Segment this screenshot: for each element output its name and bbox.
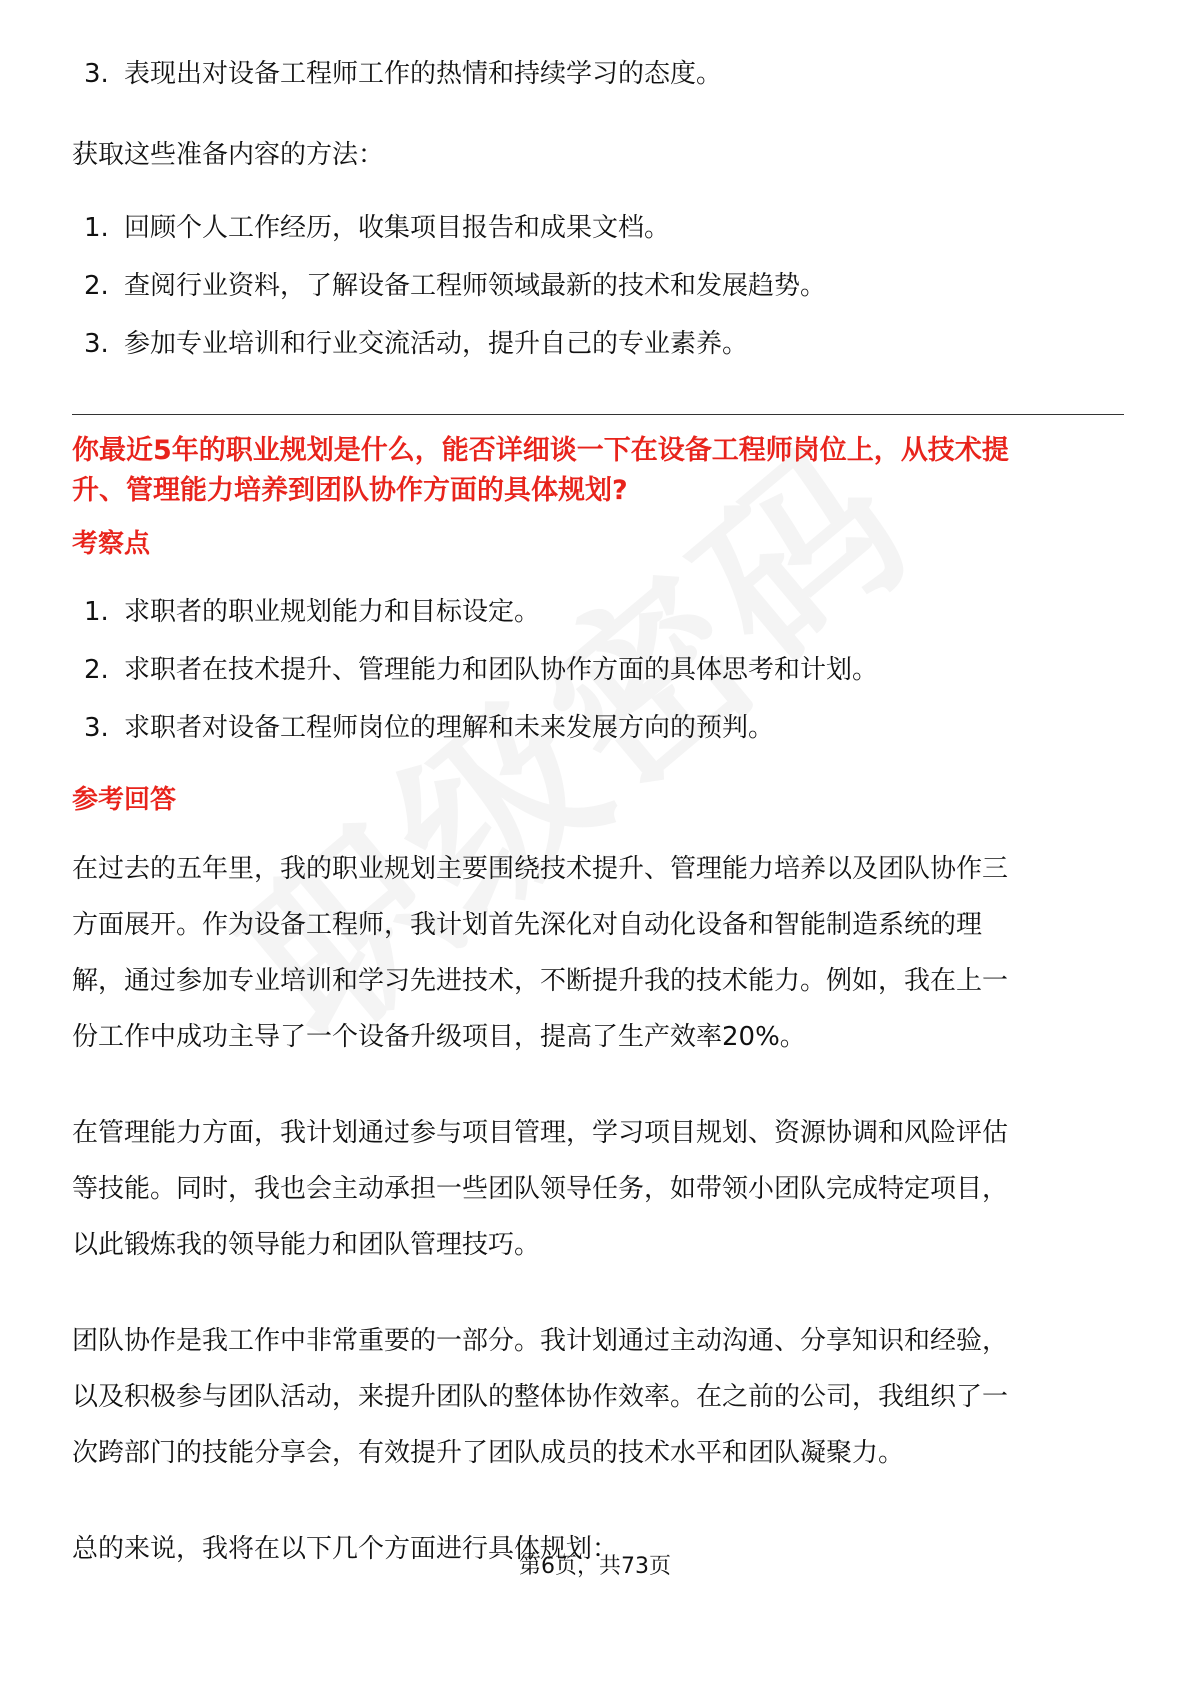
list-text: 求职者的职业规划能力和目标设定。 <box>124 597 541 627</box>
paragraph-line: 在过去的五年里，我的职业规划主要围绕技术提升、管理能力培养以及团队协作三 <box>72 854 1009 884</box>
paragraph-line: 总的来说，我将在以下几个方面进行具体规划： <box>72 1534 619 1564</box>
paragraph-line: 团队协作是我工作中非常重要的一部分。我计划通过主动沟通、分享知识和经验， <box>72 1326 1009 1356</box>
question-line: 你最近5年的职业规划是什么，能否详细谈一下在设备工程师岗位上，从技术提 <box>72 435 1009 466</box>
list-number: 3. <box>84 329 109 359</box>
list-text: 查阅行业资料，了解设备工程师领域最新的技术和发展趋势。 <box>124 271 827 301</box>
paragraph-line: 在管理能力方面，我计划通过参与项目管理，学习项目规划、资源协调和风险评估 <box>72 1118 1009 1148</box>
paragraph-line: 以及积极参与团队活动，来提升团队的整体协作效率。在之前的公司，我组织了一 <box>72 1382 1009 1412</box>
list-item <box>72 593 1122 631</box>
list-item <box>72 709 1122 747</box>
methods-heading: 获取这些准备内容的方法： <box>72 140 385 170</box>
list-item <box>72 651 1122 689</box>
top-list <box>72 55 1122 93</box>
answer-paragraph <box>72 1105 1122 1273</box>
list-text: 求职者在技术提升、管理能力和团队协作方面的具体思考和计划。 <box>124 655 879 685</box>
list-number: 3. <box>84 713 109 743</box>
list-item <box>72 55 1122 93</box>
list-number: 1. <box>84 597 109 627</box>
paragraph-line: 解，通过参加专业培训和学习先进技术，不断提升我的技术能力。例如，我在上一 <box>72 966 1009 996</box>
methods-list <box>72 209 1122 363</box>
list-text: 表现出对设备工程师工作的热情和持续学习的态度。 <box>124 59 723 89</box>
list-text: 回顾个人工作经历，收集项目报告和成果文档。 <box>124 213 671 243</box>
page-number-footer: 第6页，共73页 <box>519 1554 671 1579</box>
paragraph-line: 以此锻炼我的领导能力和团队管理技巧。 <box>72 1230 541 1260</box>
list-text: 求职者对设备工程师岗位的理解和未来发展方向的预判。 <box>124 713 775 743</box>
paragraph-line: 等技能。同时，我也会主动承担一些团队领导任务，如带领小团队完成特定项目， <box>72 1174 1009 1204</box>
question-block <box>72 431 1122 511</box>
list-text: 参加专业培训和行业交流活动，提升自己的专业素养。 <box>124 329 749 359</box>
list-number: 1. <box>84 213 109 243</box>
list-number: 2. <box>84 655 109 685</box>
question-line: 升、管理能力培养到团队协作方面的具体规划? <box>72 475 628 506</box>
answer-paragraph <box>72 841 1122 1065</box>
exam-points-list <box>72 593 1122 747</box>
exam-points-heading: 考察点 <box>72 529 151 559</box>
list-item <box>72 325 1122 363</box>
page-content <box>72 55 1122 1577</box>
paragraph-line: 方面展开。作为设备工程师，我计划首先深化对自动化设备和智能制造系统的理 <box>72 910 983 940</box>
list-number: 2. <box>84 271 109 301</box>
paragraph-line: 份工作中成功主导了一个设备升级项目，提高了生产效率20%。 <box>72 1022 806 1052</box>
answer-heading: 参考回答 <box>72 785 177 815</box>
paragraph-line: 次跨部门的技能分享会，有效提升了团队成员的技术水平和团队凝聚力。 <box>72 1438 905 1468</box>
list-number: 3. <box>84 59 109 89</box>
list-item <box>72 267 1122 305</box>
answer-paragraph <box>72 1313 1122 1481</box>
list-item <box>72 209 1122 247</box>
section-divider <box>72 414 1124 415</box>
